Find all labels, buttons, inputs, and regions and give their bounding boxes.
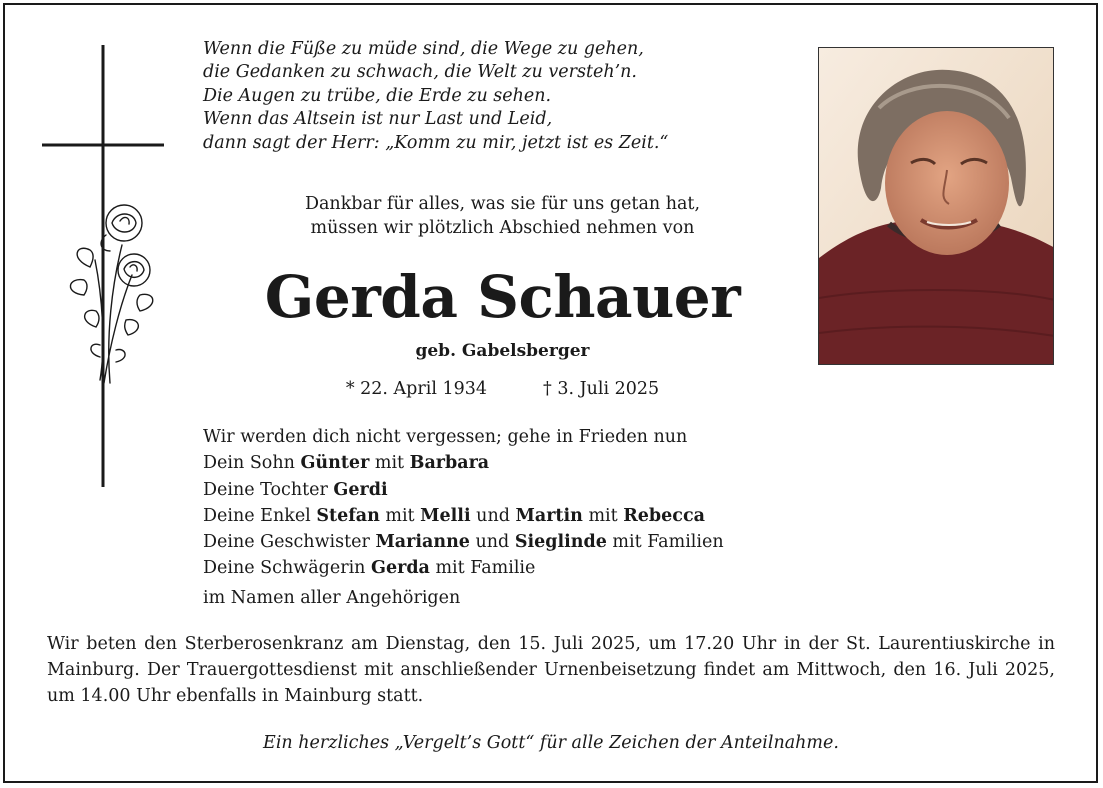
birth-name: geb. Gabelsberger [415,341,590,361]
mourners-list [203,424,724,611]
poem-line: dann sagt der Herr: „Komm zu mir, jetzt ist es Zeit.“ [203,132,669,153]
deceased-name: Gerda Schauer [264,263,741,331]
poem-line: Wenn das Altsein ist nur Last und Leid, [203,109,553,130]
mourner-text: Deine Enkel [203,505,317,526]
mourner-name: Gerdi [333,479,388,500]
mourner-row [203,529,724,555]
mourner-row [203,503,724,529]
intro-line: müssen wir plötzlich Abschied nehmen von [310,218,695,238]
mourner-rows [203,450,724,581]
death-date: † 3. Juli 2025 [543,379,660,399]
mourner-name: Barbara [409,453,490,474]
mourner-text: mit Familien [606,532,724,553]
mourner-text: mit [582,505,624,526]
mourner-name: Martin [515,505,583,526]
poem-line: die Gedanken zu schwach, die Welt zu versteh’n. [203,62,637,83]
mourner-text: und [469,532,515,553]
mourner-name: Rebecca [623,505,705,526]
mourner-name: Melli [420,505,471,526]
mourner-name: Günter [300,453,370,474]
mourner-row [203,555,724,581]
mourners-closing: im Namen aller Angehörigen [203,587,461,608]
intro-line: Dankbar für alles, was sie für uns getan hat, [304,194,701,214]
mourner-text: Deine Geschwister [203,532,376,553]
intro-text [250,192,755,240]
mourner-name: Marianne [375,532,470,553]
portrait-photo [818,47,1054,365]
mourner-text: Dein Sohn [203,453,301,474]
mourner-name: Stefan [316,505,380,526]
mourner-text: Deine Schwägerin [203,558,372,579]
cross-with-roses-icon [40,45,170,487]
poem [203,38,668,155]
mourner-text: mit [379,505,421,526]
mourner-text: mit Familie [429,558,536,579]
mourners-opening: Wir werden dich nicht vergessen; gehe in Frieden nun [203,427,688,447]
service-notice: Wir beten den Sterberosenkranz am Dienstag, den 15. Juli 2025, um 17.20 Uhr in der St. Laurentiuskirche in Mainburg. Der Trauergottesdienst mit anschließender Urnenbeisetzung findet am Mittwoch, den 16. Juli 2025, um 14.00 Uhr ebenfalls in Mainburg statt. [47,634,1055,706]
mourner-row [203,477,724,503]
closing-thanks: Ein herzliches „Vergelt’s Gott“ für alle Zeichen der Anteilnahme. [263,733,839,753]
birth-date: * 22. April 1934 [345,379,488,399]
mourner-text: Deine Tochter [203,479,334,500]
mourner-name: Gerda [371,558,430,579]
life-dates [200,377,805,401]
mourner-row [203,450,724,476]
poem-line: Wenn die Füße zu müde sind, die Wege zu gehen, [203,39,644,59]
mourner-text: mit [369,453,410,474]
poem-line: Die Augen zu trübe, die Erde zu sehen. [203,85,552,106]
mourner-text: und [470,505,516,526]
mourner-name: Sieglinde [514,532,607,553]
